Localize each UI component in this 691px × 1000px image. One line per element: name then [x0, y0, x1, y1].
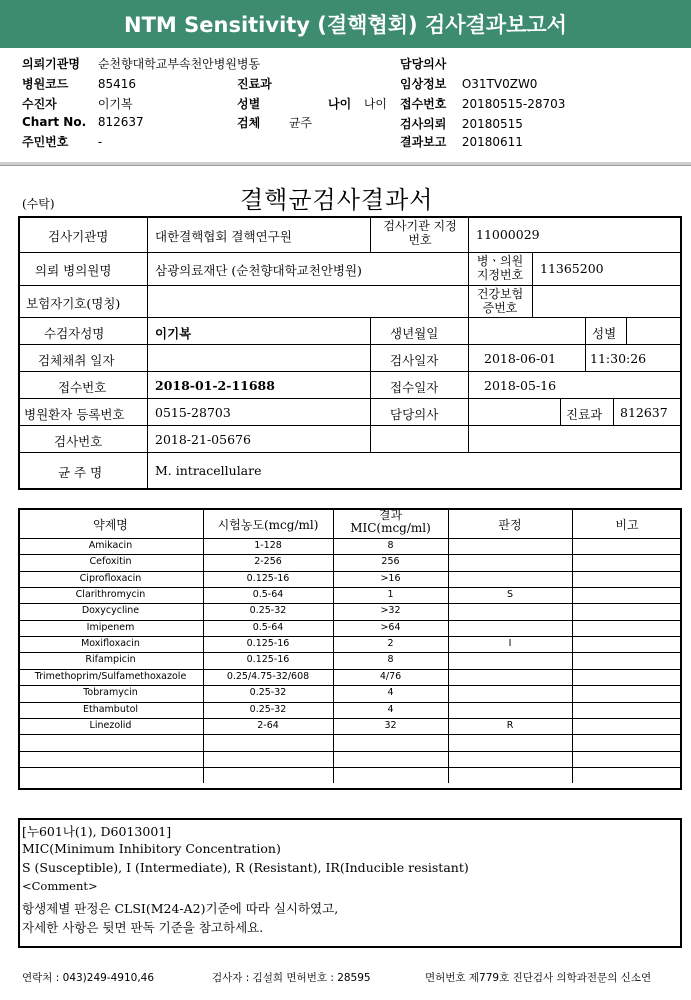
- request-date-value: 20180515: [461, 117, 523, 131]
- sens-hline: [18, 571, 682, 572]
- institution-label: 의뢰기관명: [22, 57, 80, 71]
- dept-value-cell: 812637: [620, 405, 668, 420]
- sens-cell: 0.125-16: [246, 654, 290, 665]
- reg-no-value: 0515-28703: [155, 405, 231, 420]
- patient-row: [22, 95, 133, 112]
- health-no-label: 건강보험 증번호: [476, 287, 524, 315]
- sens-cell: 1: [387, 589, 394, 600]
- sens-hline: [18, 620, 682, 621]
- birth-label: 생년월일: [390, 326, 439, 341]
- hosp-no-label: 병ㆍ의원 지정번호: [476, 254, 524, 282]
- sens-cell: 2-256: [254, 556, 282, 567]
- info-vline: [370, 216, 371, 253]
- sens-cell: Moxifloxacin: [81, 638, 140, 649]
- specimen-value: 균주: [288, 116, 313, 130]
- sens-cell: 256: [381, 556, 400, 567]
- info-vline: [370, 317, 371, 452]
- info-vline: [468, 252, 469, 318]
- doctor-label-cell: 담당의사: [390, 407, 439, 422]
- info-hline: [18, 285, 682, 286]
- sens-cell: >16: [380, 573, 401, 584]
- hospital-code-label: 병원코드: [22, 77, 69, 91]
- test-time-value: 11:30:26: [590, 351, 647, 366]
- sens-cell: 0.25-32: [249, 605, 287, 616]
- sens-hline: [18, 718, 682, 719]
- info-hline: [18, 317, 682, 318]
- info-vline: [560, 398, 561, 426]
- patient-name-value: 이기복: [155, 326, 192, 341]
- sens-cell: >64: [380, 622, 401, 633]
- sens-cell: 0.5-64: [252, 622, 284, 633]
- sens-hline: [18, 734, 682, 735]
- resident-no-row: [22, 133, 102, 150]
- specimen-label: 검체: [237, 116, 261, 130]
- dept-row: [237, 75, 272, 92]
- patient-value: 이기복: [97, 97, 133, 111]
- info-vline: [585, 317, 586, 345]
- comment-legend: S (Susceptible), I (Intermediate), R (Resistant), IR(Inducible resistant): [22, 860, 469, 875]
- sens-cell: Linezolid: [89, 720, 132, 731]
- sens-cell: Rifampicin: [85, 654, 136, 665]
- sens-hline: [18, 538, 682, 539]
- sens-cell: 4: [387, 704, 394, 715]
- receipt-no-label: 접수번호: [400, 97, 447, 111]
- info-vline: [468, 317, 469, 452]
- sens-vline: [572, 508, 573, 783]
- sens-cell: 2-64: [257, 720, 279, 731]
- sens-cell: I: [508, 638, 512, 649]
- receipt-no-value: 20180515-28703: [461, 97, 566, 111]
- insured-label: 보험자기호(명칭): [26, 296, 121, 311]
- sens-cell: 4/76: [379, 671, 402, 682]
- test-date-label: 검사일자: [390, 353, 439, 368]
- request-date-label: 검사의뢰: [400, 117, 447, 131]
- doctor-label: 담당의사: [400, 57, 447, 71]
- sens-cell: 0.25/4.75-32/608: [226, 671, 310, 682]
- sens-hline: [18, 702, 682, 703]
- reg-no-label: 병원환자 등록번호: [24, 407, 125, 422]
- sex-row: [237, 95, 260, 112]
- report-heading: 결핵균검사결과서: [240, 186, 434, 214]
- sens-header-cell: 결과 MIC(mcg/ml): [350, 508, 431, 535]
- comment-heading: <Comment>: [22, 879, 98, 893]
- sens-hline: [18, 669, 682, 670]
- info-vline: [613, 398, 614, 426]
- footer-examiner: 검사자 : 김설희 면허번호 : 28595: [212, 972, 371, 984]
- sens-cell: S: [506, 589, 514, 600]
- info-hline: [18, 425, 682, 426]
- clinical-info-label: 임상정보: [400, 77, 447, 91]
- sens-hline: [18, 751, 682, 752]
- sens-hline: [18, 603, 682, 604]
- sens-cell: Trimethoprim/Sulfamethoxazole: [34, 671, 187, 682]
- report-date-row: [400, 133, 523, 150]
- sens-hline: [18, 587, 682, 588]
- receipt-date-label: 접수일자: [390, 380, 439, 395]
- clinical-info-value: O31TV0ZW0: [461, 77, 538, 91]
- sens-header-cell: 약제명: [93, 518, 128, 532]
- patient-label: 수진자: [22, 97, 57, 111]
- sens-cell: Tobramycin: [83, 687, 138, 698]
- info-hline: [18, 452, 682, 453]
- receipt-no-label-cell: 접수번호: [58, 380, 107, 395]
- info-vline: [585, 344, 586, 372]
- hosp-no-value: 11365200: [540, 261, 604, 276]
- patient-name-label: 수검자성명: [44, 326, 105, 341]
- comment-mic: MIC(Minimum Inhibitory Concentration): [22, 841, 281, 856]
- sens-cell: 4: [387, 687, 394, 698]
- sens-header-cell: 판정: [498, 518, 522, 532]
- sens-cell: 8: [387, 654, 394, 665]
- strain-label: 균 주 명: [58, 465, 103, 480]
- clinical-info-row: [400, 75, 537, 92]
- doctor-row: [400, 55, 446, 72]
- report-date-label: 결과보고: [400, 135, 447, 149]
- report-date-value: 20180611: [461, 135, 523, 149]
- sens-cell: 32: [384, 720, 397, 731]
- age-label: 나이: [328, 97, 352, 111]
- resident-no-label: 주민번호: [22, 135, 69, 149]
- req-hospital-label: 의뢰 병의원명: [35, 263, 112, 278]
- sens-cell: Doxycycline: [81, 605, 140, 616]
- sens-cell: >32: [380, 605, 401, 616]
- chart-no-label: Chart No.: [22, 115, 87, 129]
- report-title-bar: [0, 0, 691, 48]
- lab-name-label: 검사기관명: [48, 229, 109, 244]
- age-value: 나이: [363, 97, 388, 111]
- sex-label: 성별: [237, 97, 261, 111]
- resident-no-value: -: [97, 135, 103, 149]
- info-hline: [18, 252, 682, 253]
- test-no-value: 2018-21-05676: [155, 432, 251, 447]
- sens-header-cell: 시험농도(mcg/ml): [217, 518, 319, 532]
- comment-line-1: 항생제별 판정은 CLSI(M24-A2)기준에 따라 실시하였고,: [22, 901, 339, 916]
- test-no-label: 검사번호: [54, 434, 103, 449]
- sens-cell: 1-128: [254, 540, 282, 551]
- sens-cell: 0.25-32: [249, 687, 287, 698]
- sens-cell: 0.5-64: [252, 589, 284, 600]
- sens-header-cell: 비고: [615, 518, 639, 532]
- report-title: NTM Sensitivity (결핵협회) 검사결과보고서: [124, 13, 567, 37]
- info-vline: [147, 216, 148, 490]
- req-hospital-value: 삼광의료재단 (순천향대학교천안병원): [155, 263, 362, 278]
- sens-hline: [18, 554, 682, 555]
- test-date-value: 2018-06-01: [484, 351, 557, 366]
- collect-date-label: 검체채취 일자: [38, 353, 115, 368]
- info-vline: [468, 216, 469, 253]
- info-vline: [626, 317, 627, 345]
- sens-cell: Ciprofloxacin: [79, 573, 142, 584]
- comment-code: [누601나(1), D6013001]: [22, 824, 172, 839]
- sens-cell: Ethambutol: [82, 704, 139, 715]
- sens-hline: [18, 767, 682, 768]
- sens-cell: R: [506, 720, 514, 731]
- info-hline: [18, 398, 682, 399]
- info-hline: [18, 371, 682, 372]
- comment-line-2: 자세한 사항은 뒷면 판독 기준을 참고하세요.: [22, 920, 264, 935]
- info-vline: [532, 252, 533, 318]
- header-divider-line: [0, 165, 691, 166]
- sens-cell: Imipenem: [86, 622, 135, 633]
- hospital-code-row: [22, 75, 136, 92]
- sens-cell: Clarithromycin: [75, 589, 146, 600]
- strain-value: M. intracellulare: [155, 463, 262, 478]
- institution-row: [22, 55, 260, 72]
- sens-hline: [18, 685, 682, 686]
- sex-label-cell: 성별: [592, 326, 617, 341]
- sens-cell: 8: [387, 540, 394, 551]
- sens-hline: [18, 652, 682, 653]
- info-hline: [18, 344, 682, 345]
- chart-no-value: 812637: [97, 115, 144, 129]
- info-table: [18, 216, 682, 490]
- institution-value: 순천향대학교부속천안병원병동: [97, 57, 261, 71]
- lab-no-label: 검사기관 지정번호: [383, 219, 457, 247]
- sens-cell: 0.125-16: [246, 573, 290, 584]
- specimen-row: [237, 114, 312, 131]
- sens-cell: 0.25-32: [249, 704, 287, 715]
- dept-label-cell: 진료과: [566, 407, 603, 422]
- receipt-no-value-cell: 2018-01-2-11688: [155, 378, 275, 393]
- hospital-code-value: 85416: [97, 77, 137, 91]
- sens-cell: 2: [387, 638, 394, 649]
- request-date-row: [400, 115, 523, 132]
- sens-cell: Amikacin: [88, 540, 133, 551]
- footer-contact: 연락처 : 043)249-4910,46: [22, 972, 155, 984]
- dept-label: 진료과: [237, 77, 272, 91]
- sens-hline: [18, 636, 682, 637]
- chart-no-row: [22, 115, 144, 129]
- age-row: [328, 95, 387, 112]
- lab-name-value: 대한결핵협회 결핵연구원: [155, 229, 292, 244]
- lab-no-value: 11000029: [476, 227, 540, 242]
- footer-license: 면허번호 제779호 진단검사 의학과전문의 신소연: [425, 972, 652, 984]
- receipt-no-row: [400, 95, 565, 112]
- consignment-tag: (수탁): [22, 197, 55, 211]
- sens-cell: Cefoxitin: [89, 556, 132, 567]
- sens-cell: 0.125-16: [246, 638, 290, 649]
- receipt-date-value: 2018-05-16: [484, 378, 557, 393]
